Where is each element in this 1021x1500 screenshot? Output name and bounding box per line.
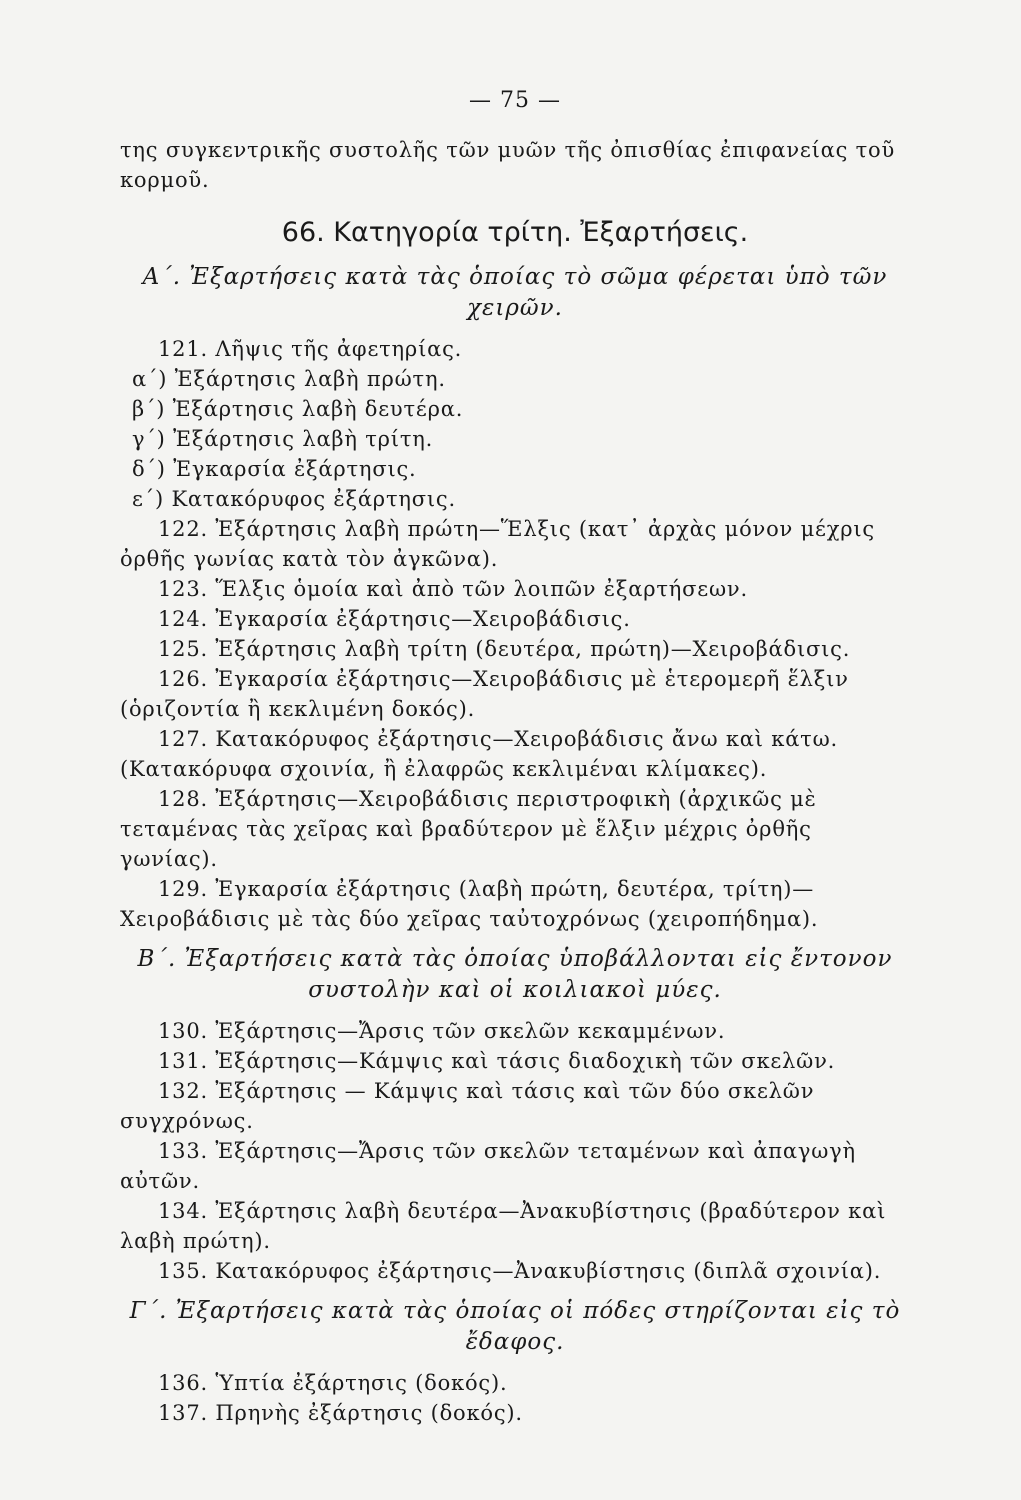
list-item: 133. Ἐξάρτησις—Ἄρσις τῶν σκελῶν τεταμένων καὶ ἀπαγωγὴ αὐτῶν. [120, 1139, 856, 1193]
list-item: 131. Ἐξάρτησις—Κάμψις καὶ τάσις διαδοχικὴ τῶν σκελῶν. [158, 1049, 836, 1073]
list-item: 130. Ἐξάρτησις—Ἄρσις τῶν σκελῶν κεκαμμένων. [158, 1019, 726, 1043]
list-item: 127. Κατακόρυφος ἐξάρτησις—Χειροβάδισις ἄνω καὶ κάτω. (Κατακόρυφα σχοινία, ἢ ἐλαφρῶς κεκλιμέναι κλίμακες). [120, 727, 838, 781]
list-item: 136. Ὑπτία ἐξάρτησις (δοκός). [158, 1371, 508, 1395]
list-item: β΄) Ἐξάρτησις λαβὴ δευτέρα. [132, 397, 464, 421]
list-item: γ΄) Ἐξάρτησις λαβὴ τρίτη. [132, 427, 434, 451]
list-item: 122. Ἐξάρτησις λαβὴ πρώτη—Ἕλξις (κατ᾽ ἀρχὰς μόνον μέχρις ὀρθῆς γωνίας κατὰ τὸν ἀγκῶνα). [120, 517, 875, 571]
list-item: 126. Ἐγκαρσία ἐξάρτησις—Χειροβάδισις μὲ ἑτερομερῆ ἕλξιν (ὁριζοντία ἢ κεκλιμένη δοκός). [120, 667, 849, 721]
group-a [120, 262, 910, 934]
list-item: 123. Ἕλξις ὁμοία καὶ ἀπὸ τῶν λοιπῶν ἐξαρτήσεων. [158, 577, 748, 601]
group-b-heading: Β΄. Ἐξαρτήσεις κατὰ τὰς ὁποίας ὑποβάλλονται εἰς ἔντονον συστολὴν καὶ οἱ κοιλιακοὶ μύες. [137, 946, 893, 1003]
page-number: — 75 — [469, 88, 561, 113]
list-item: 132. Ἐξάρτησις — Κάμψις καὶ τάσις καὶ τῶν δύο σκελῶν συγχρόνως. [120, 1079, 815, 1133]
list-item: 137. Πρηνὴς ἐξάρτησις (δοκός). [158, 1401, 523, 1425]
group-b [120, 944, 910, 1286]
list-item: 124. Ἐγκαρσία ἐξάρτησις—Χειροβάδισις. [158, 607, 631, 631]
list-item: 134. Ἐξάρτησις λαβὴ δευτέρα—Ἀνακυβίστησις (βραδύτερον καὶ λαβὴ πρώτη). [120, 1199, 887, 1253]
list-item: 129. Ἐγκαρσία ἐξάρτησις (λαβὴ πρώτη, δευτέρα, τρίτη)—Χειροβάδισις μὲ τὰς δύο χεῖρας ταὐτοχρόνως (χειροπήδημα). [120, 877, 819, 931]
book-page [120, 88, 910, 1428]
list-item: 121. Λῆψις τῆς ἀφετηρίας. [158, 337, 463, 361]
section-title: 66. Κατηγορία τρίτη. Ἐξαρτήσεις. [281, 217, 749, 248]
list-item: α΄) Ἐξάρτησις λαβὴ πρώτη. [132, 367, 446, 391]
list-item: 128. Ἐξάρτησις—Χειροβάδισις περιστροφικὴ (ἀρχικῶς μὲ τεταμένας τὰς χεῖρας καὶ βραδύτερον μὲ ἕλξιν μέχρις ὀρθῆς γωνίας). [120, 787, 817, 871]
list-item: 125. Ἐξάρτησις λαβὴ τρίτη (δευτέρα, πρώτη)—Χειροβάδισις. [158, 637, 851, 661]
list-item: ε΄) Κατακόρυφος ἐξάρτησις. [132, 487, 456, 511]
group-a-heading: Α΄. Ἐξαρτήσεις κατὰ τὰς ὁποίας τὸ σῶμα φέρεται ὑπὸ τῶν χειρῶν. [142, 264, 888, 321]
group-c [120, 1296, 910, 1428]
list-item: 135. Κατακόρυφος ἐξάρτησις—Ἀνακυβίστησις (διπλᾶ σχοινία). [158, 1259, 882, 1283]
group-c-heading: Γ΄. Ἐξαρτήσεις κατὰ τὰς ὁποίας οἱ πόδες στηρίζονται εἰς τὸ ἔδαφος. [129, 1298, 901, 1355]
list-item: δ΄) Ἐγκαρσία ἐξάρτησις. [132, 457, 417, 481]
intro-paragraph: της συγκεντρικῆς συστολῆς τῶν μυῶν τῆς ὀπισθίας ἐπιφανείας τοῦ κορμοῦ. [120, 138, 896, 192]
